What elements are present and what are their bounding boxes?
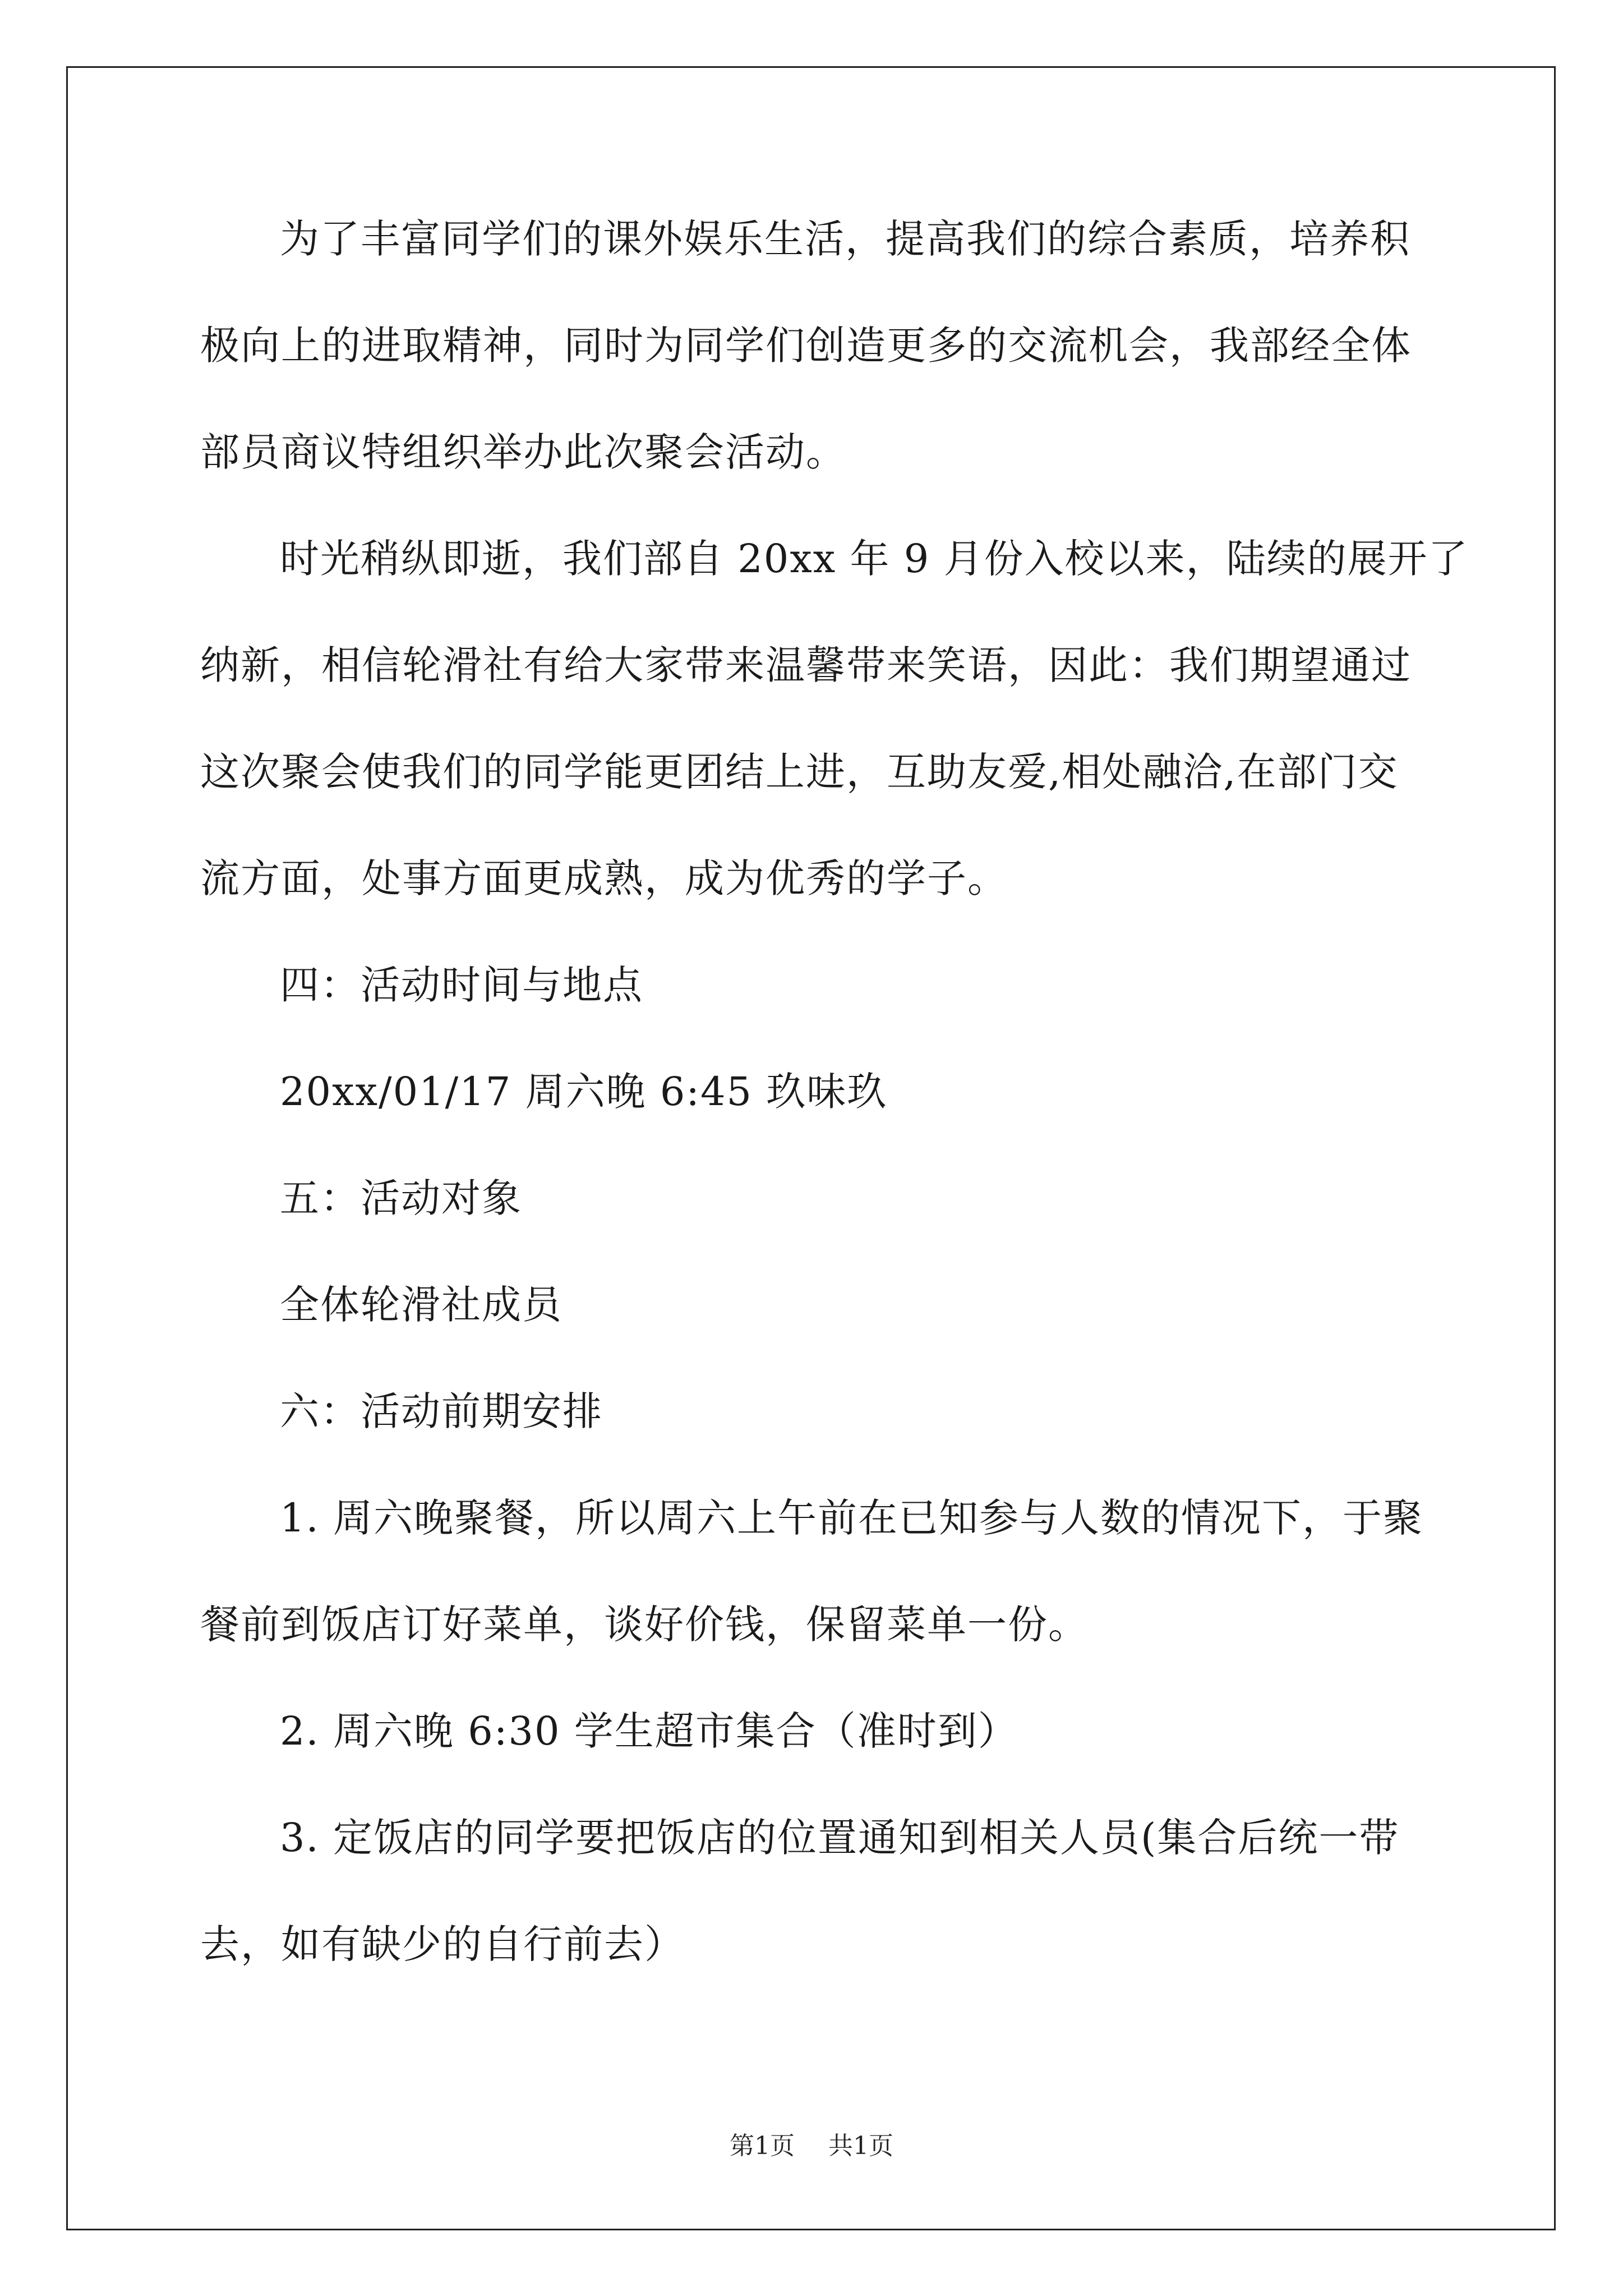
- list-item-1-line-1: 1. 周六晚聚餐，所以周六上午前在已知参与人数的情况下，于聚: [280, 1495, 1424, 1541]
- page-total: 共1页: [828, 2132, 893, 2160]
- section-heading-preparation: 六：活动前期安排: [280, 1388, 603, 1434]
- paragraph-1-line-1: 为了丰富同学们的课外娱乐生活，提高我们的综合素质，培养积: [280, 216, 1410, 262]
- page-number: 第1页: [730, 2132, 795, 2160]
- page-border: [66, 66, 1556, 2230]
- list-item-3-line-1: 3. 定饭店的同学要把饭店的位置通知到相关人员(集合后统一带: [280, 1815, 1400, 1861]
- list-item-3-line-2: 去，如有缺少的自行前去）: [200, 1921, 685, 1967]
- list-item-1-line-2: 餐前到饭店订好菜单，谈好价钱，保留菜单一份。: [200, 1602, 1089, 1648]
- paragraph-2-line-1: 时光稍纵即逝，我们部自 20xx 年 9 月份入校以来，陆续的展开了: [280, 536, 1469, 582]
- paragraph-1-line-2: 极向上的进取精神，同时为同学们创造更多的交流机会，我部经全体: [200, 323, 1412, 369]
- time-place-detail: 20xx/01/17 周六晚 6:45 玖味玖: [280, 1069, 888, 1115]
- section-heading-time-place: 四：活动时间与地点: [280, 962, 643, 1008]
- page-footer: [0, 2129, 1623, 2163]
- section-heading-audience: 五：活动对象: [280, 1175, 522, 1221]
- list-item-2: 2. 周六晚 6:30 学生超市集合（准时到）: [280, 1708, 1018, 1754]
- paragraph-2-line-4: 流方面，处事方面更成熟，成为优秀的学子。: [200, 855, 1008, 901]
- paragraph-2-line-2: 纳新，相信轮滑社有给大家带来温馨带来笑语，因此：我们期望通过: [200, 642, 1412, 688]
- paragraph-1-line-3: 部员商议特组织举办此次聚会活动。: [200, 429, 846, 475]
- paragraph-2-line-3: 这次聚会使我们的同学能更团结上进，互助友爱,相处融洽,在部门交: [200, 749, 1399, 795]
- audience-detail: 全体轮滑社成员: [280, 1282, 562, 1328]
